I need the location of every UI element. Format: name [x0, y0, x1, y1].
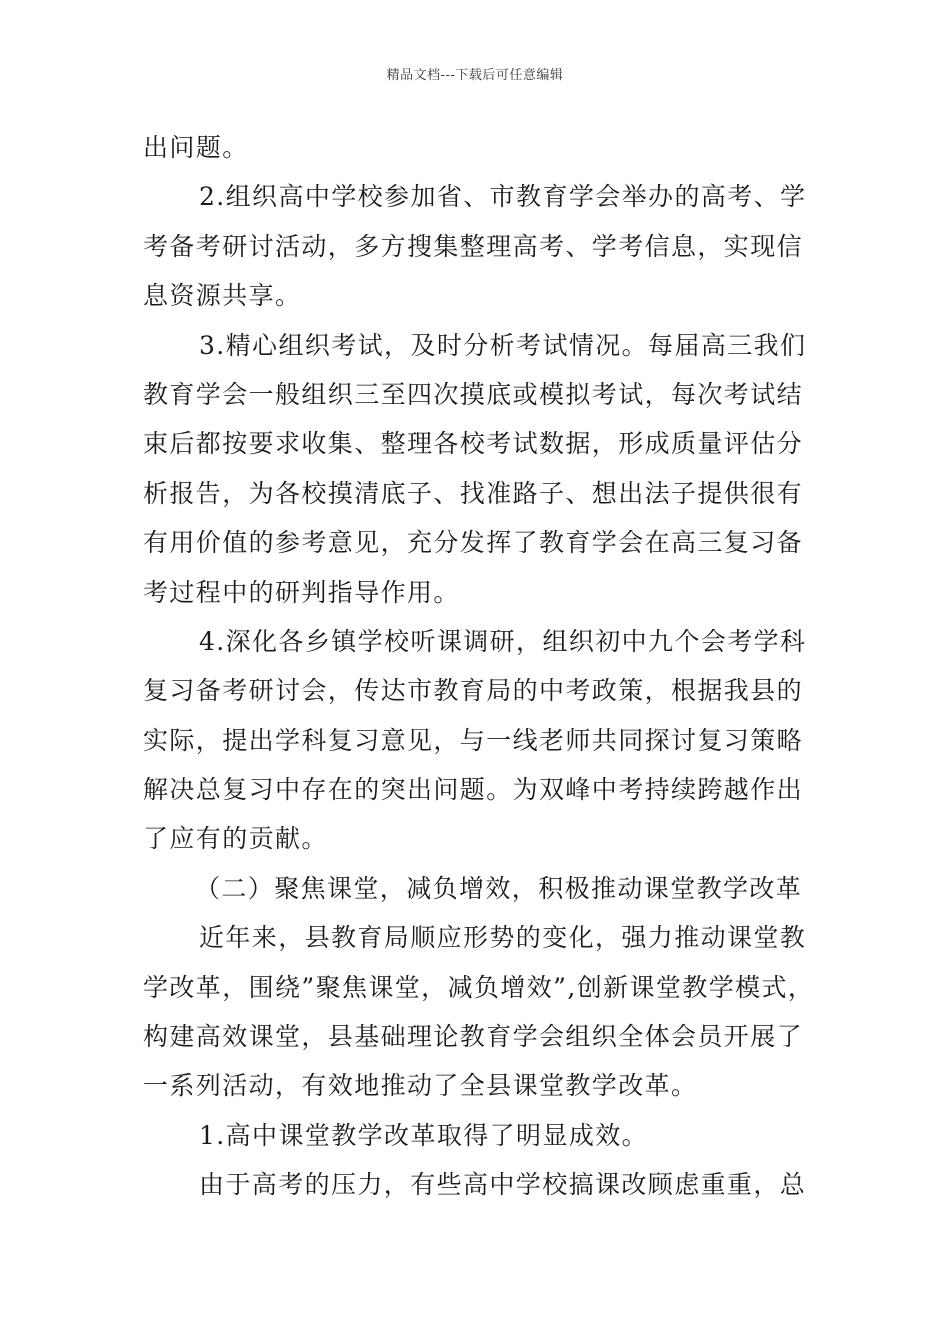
text-line: 实际，提出学科复习意见，与一线老师共同探讨复习策略	[143, 725, 804, 755]
document-body	[143, 123, 815, 1210]
text-line: 析报告，为各校摸清底子、找准路子、想出法子提供很有	[143, 478, 804, 508]
text-line: 考备考研讨活动，多方搜集整理高考、学考信息，实现信	[143, 231, 804, 261]
text-line: 构建高效课堂，县基础理论教育学会组织全体会员开展了	[143, 1022, 804, 1052]
text-line: 教育学会一般组织三至四次摸底或模拟考试，每次考试结	[143, 379, 804, 409]
text-line: 学改革，围绕”聚焦课堂，减负增效”,创新课堂教学模式，	[143, 972, 815, 1002]
page-header: 精品文档---下载后可任意编辑	[386, 68, 564, 83]
text-line: 复习备考研讨会，传达市教育局的中考政策，根据我县的	[143, 676, 804, 706]
text-line: 1.高中课堂教学改革取得了明显成效。	[199, 1120, 649, 1150]
text-line: 有用价值的参考意见，充分发挥了教育学会在高三复习备	[143, 528, 804, 558]
text-line: 束后都按要求收集、整理各校考试数据，形成质量评估分	[143, 429, 804, 459]
text-line: 近年来，县教育局顺应形势的变化，强力推动课堂教	[199, 923, 807, 953]
text-line: 一系列活动，有效地推动了全县课堂教学改革。	[143, 1071, 698, 1101]
text-line: 2.组织高中学校参加省、市教育学会举办的高考、学	[199, 182, 807, 212]
text-line: 了应有的贡献。	[143, 824, 328, 854]
text-line: 息资源共享。	[143, 281, 302, 311]
text-line: 3.精心组织考试，及时分析考试情况。每届高三我们	[199, 330, 807, 360]
text-line: 考过程中的研判指导作用。	[143, 577, 460, 607]
text-line: 由于高考的压力，有些高中学校搞课改顾虑重重，总	[199, 1170, 807, 1200]
text-line: 解决总复习中存在的突出问题。为双峰中考持续跨越作出	[143, 775, 804, 805]
text-line: 4.深化各乡镇学校听课调研，组织初中九个会考学科	[199, 626, 807, 656]
section-heading: （二）聚焦课堂，减负增效，积极推动课堂教学改革	[195, 873, 803, 903]
text-line: 出问题。	[143, 133, 249, 162]
